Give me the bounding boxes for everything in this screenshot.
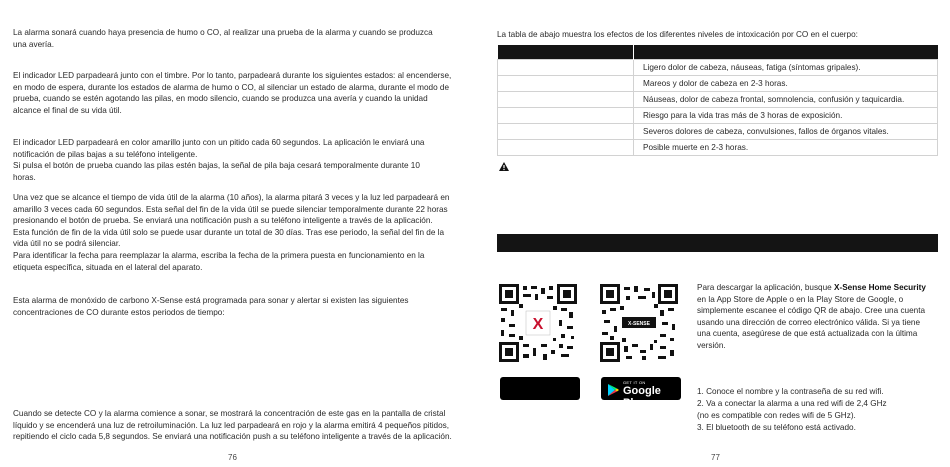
app-name: X-Sense Home Security (834, 283, 926, 292)
list-item: 3. El bluetooth de su teléfono está activado. (697, 423, 856, 432)
qr-right-logo: X-SENSE (628, 321, 650, 327)
table-header-cell (498, 45, 634, 60)
table-cell (498, 140, 634, 156)
low-battery-paragraph (13, 137, 443, 183)
alarm-sound-text: La alarma sonará cuando haya presencia de humo o CO, al realizar una prueba de la alarma y cuando se produzca una avería. (13, 28, 433, 49)
qr-left-logo: X (532, 316, 544, 333)
table-cell (498, 124, 634, 140)
list-item: 2. Va a conectar la alarma a una red wifi de 2,4 GHz (697, 399, 887, 408)
co-detection-text: Cuando se detecte CO y la alarma comience a sonar, se mostrará la concentración de este gas en la pantalla de cristal líquido y se encenderá una luz de retroiluminación. La luz led parpadeará en rojo y la alarma emitirá 4 pequeños pitidos, repitiendo el ciclo cada 5,8 segundos. Se enviará una notificación push a su teléfono inteligente a través de la aplicación. (13, 409, 452, 442)
alarm-sound-paragraph (13, 27, 443, 50)
table-cell: Mareos y dolor de cabeza en 2-3 horas. (634, 76, 938, 92)
co-effects-table (497, 45, 938, 156)
table-cell: Náuseas, dolor de cabeza frontal, somnolencia, confusión y taquicardia. (634, 92, 938, 108)
list-item: (no es compatible con redes wifi de 5 GHz). (697, 411, 856, 420)
google-play-icon (608, 383, 619, 401)
warning-icon (499, 158, 509, 176)
table-header-cell (634, 45, 938, 60)
co-detection-paragraph (13, 408, 453, 443)
app-store-badge[interactable] (500, 377, 580, 400)
list-item: 1. Conoce el nombre y la contraseña de su red wifi. (697, 387, 884, 396)
table-intro: La tabla de abajo muestra los efectos de los diferentes niveles de intoxicación por CO en el cuerpo: (497, 30, 858, 39)
co-program-paragraph (13, 295, 413, 318)
table-row (498, 108, 938, 124)
replacement-date-text: Para identificar la fecha para reemplazar la alarma, escriba la fecha de la primera puesta en funcionamiento en la etiqueta específica, situada en el lateral del aparato. (13, 250, 425, 272)
table-header-row (498, 45, 938, 60)
end-of-life-paragraph (13, 192, 453, 273)
table-cell: Riesgo para la vida tras más de 3 horas de exposición. (634, 108, 938, 124)
end-of-life-text: Una vez que se alcance el tiempo de vida útil de la alarma (10 años), la alarma pitará 3 veces y la luz led parpadeará en amarillo 3 veces cada 60 segundos. Esta señal del fin de la vida útil se puede silenciar temporalmente durante 22 horas presionando el botón de prueba. Se enviará una notificación push a su teléfono inteligente a través de la aplicación. (13, 193, 450, 226)
table-cell: Posible muerte en 2-3 horas. (634, 140, 938, 156)
section-header-bar (497, 234, 938, 252)
table-cell: Severos dolores de cabeza, convulsiones, fallos de órganos vitales. (634, 124, 938, 140)
page-number-left: 76 (228, 453, 237, 462)
co-program-text: Esta alarma de monóxido de carbono X-Sense está programada para sonar y alertar si existen las siguientes concentraciones de CO durante estos periodos de tiempo: (13, 296, 409, 317)
badge-small-text: GET IT ON (623, 380, 646, 385)
table-row (498, 60, 938, 76)
low-battery-text: El indicador LED parpadeará en color amarillo junto con un pitido cada 60 segundos. La aplicación le enviará una notificación de pilas bajas a su teléfono inteligente. (13, 138, 425, 159)
app-download-description (697, 282, 932, 352)
table-row (498, 124, 938, 140)
table-cell (498, 60, 634, 76)
table-cell (498, 108, 634, 124)
right-page (475, 0, 950, 467)
app-desc-pre: Para descargar la aplicación, busque (697, 283, 834, 292)
table-cell (498, 76, 634, 92)
page-number-right: 77 (711, 453, 720, 462)
badge-big-text: Google Play (623, 385, 661, 409)
low-battery-silence-text: Si pulsa el botón de prueba cuando las pilas estén bajas, la señal de pila baja cesará temporalmente durante 10 horas. (13, 161, 420, 182)
table-cell: Ligero dolor de cabeza, náuseas, fatiga (síntomas gripales). (634, 60, 938, 76)
app-desc-post: en la App Store de Apple o en la Play Store de Google, o simplemente escanee el código QR de abajo. Cree una cuenta usando una dirección de correo electrónico válida. Si ya tiene una cuenta, asegúrese de que está actualizada con la última versión. (697, 294, 926, 350)
table-cell (498, 92, 634, 108)
table-row (498, 76, 938, 92)
setup-steps (697, 386, 887, 434)
qr-code-app-store (499, 284, 577, 362)
google-play-badge[interactable] (601, 377, 681, 409)
table-row (498, 140, 938, 156)
led-text: El indicador LED parpadeará junto con el timbre. Por lo tanto, parpadeará durante los siguientes estados: al encenderse, en modo de espera, durante los estados de alarma de humo o CO, al silenciar un estado de alarma, durante el modo de prueba, cuando se estén agotando las pilas, en modo silencio, cuando se produzca una avería y cuando la unidad alcance el final de su vida útil. (13, 71, 452, 115)
led-paragraph (13, 70, 453, 116)
table-row (498, 92, 938, 108)
end-of-life-limit-text: Esta función de fin de la vida útil solo se puede usar durante un total de 30 días. Tras ese periodo, la señal del fin de la vida útil no se podrá silenciar. (13, 227, 445, 249)
qr-code-play-store (600, 284, 678, 362)
